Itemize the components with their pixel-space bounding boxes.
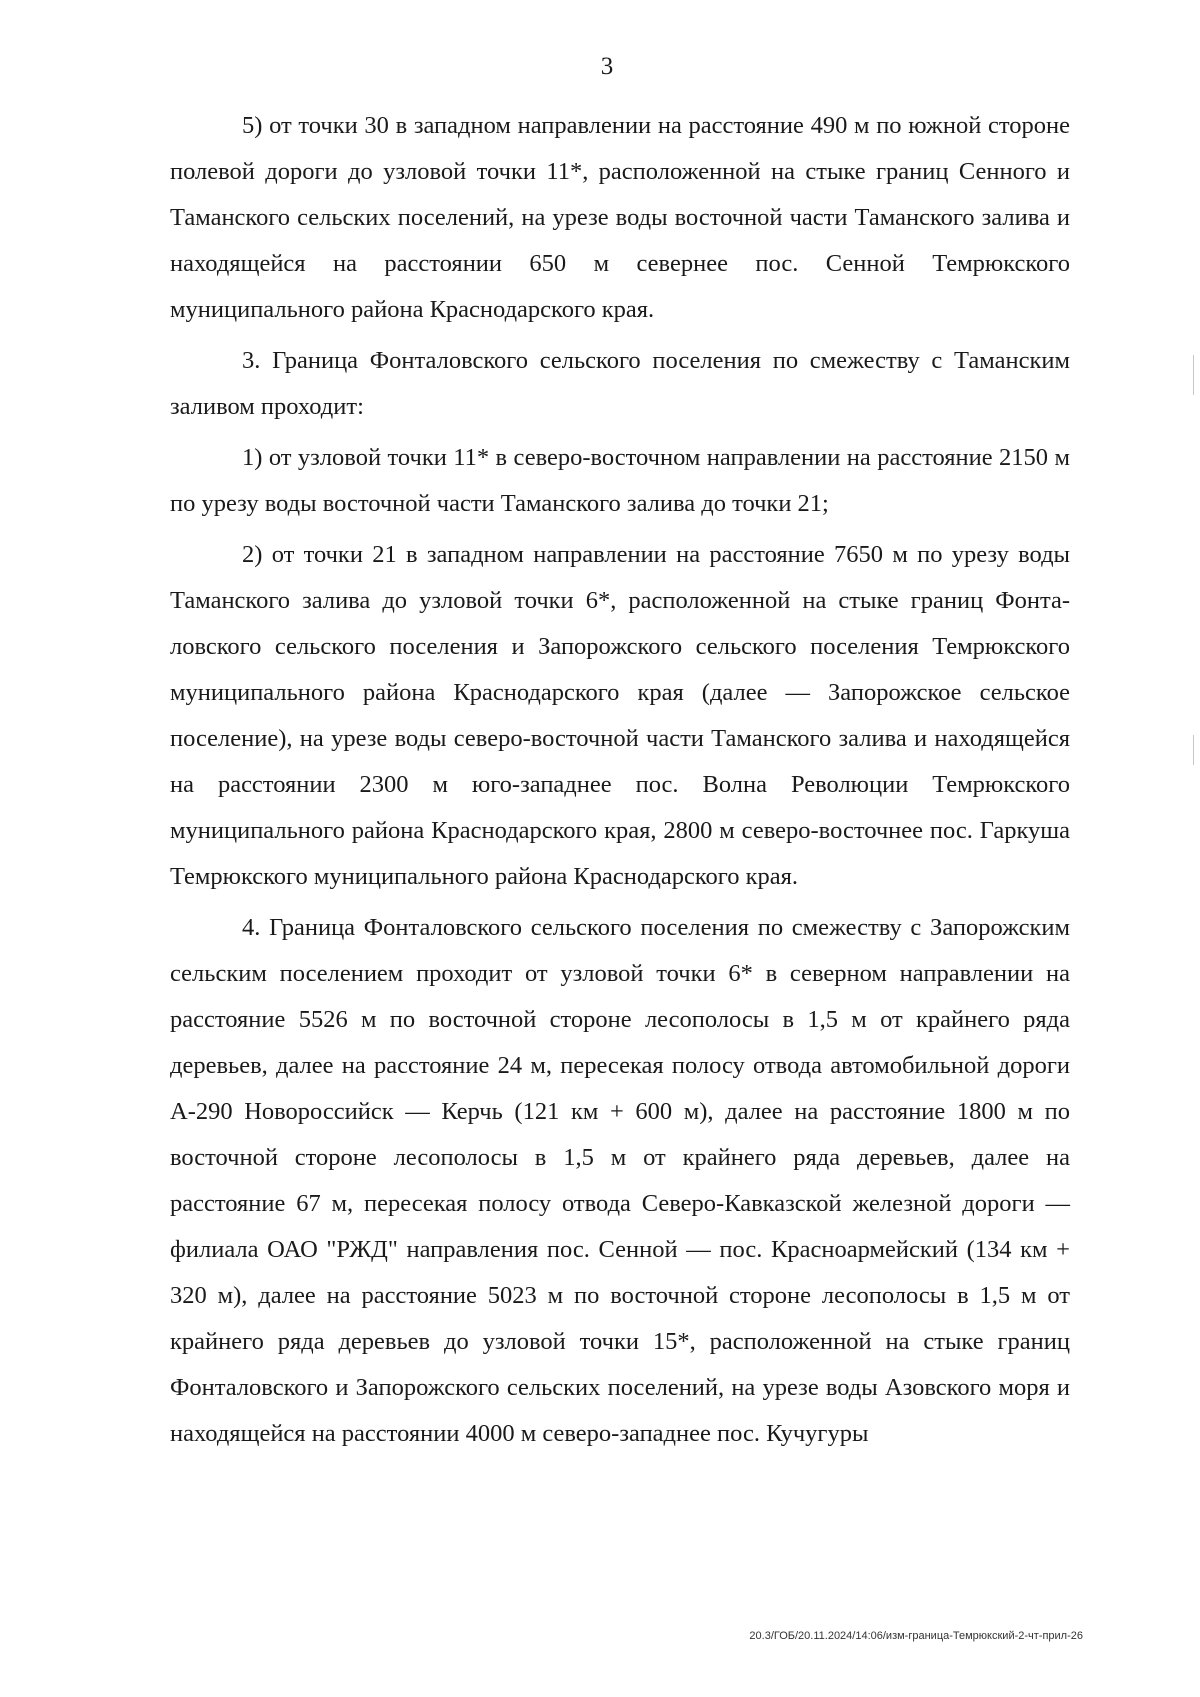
scan-edge-mark-top	[1193, 355, 1194, 395]
page-number: 3	[600, 53, 614, 80]
paragraph-point-5: 5) от точки 30 в западном направлении на расстояние 490 м по южной стороне полевой дороги до узловой точки 11*, расположенной на стыке границ Сенного и Таманского сельских поселений, на урезе воды восточной части Таманского залива и находящейся на расстоянии 650 м севернее пос. Сенной Темрюкского муниципального района Краснодарского края.	[170, 112, 1070, 323]
paragraph-section-3: 3. Граница Фонталовского сельского поселения по смежеству с Таманским заливом проходит:	[170, 347, 1070, 420]
paragraph-section-3-item-2: 2) от точки 21 в западном направлении на расстояние 7650 м по урезу воды Таманского залива до узловой точки 6*, расположенной на стыке границ Фонталовского сельского поселения и Запорожского сельского поселения Темрюкского муниципального района Краснодарского края (далее — Запорожское сельское поселение), на урезе воды северо-восточной части Таманского залива и находящейся на расстоянии 2300 м юго-западнее пос. Волна Революции Темрюкского муниципального района Краснодарского края, 2800 м северо-восточнее пос. Гаркуша Темрюкского муниципального района Краснодарского края.	[170, 541, 1070, 890]
paragraph-section-3-item-1: 1) от узловой точки 11* в северо-восточном направлении на расстояние 2150 м по урезу воды восточной части Таманского залива до точки 21;	[170, 444, 1070, 517]
scan-edge-mark-bottom	[1193, 735, 1194, 765]
paragraph-section-4: 4. Граница Фонталовского сельского поселения по смежеству с Запорожским сельским поселением проходит от узловой точки 6* в северном направлении на расстояние 5526 м по восточной стороне лесополосы в 1,5 м от крайнего ряда деревьев, далее на расстояние 24 м, пересекая полосу отвода автомобильной дороги А-290 Новороссийск — Керчь (121 км + 600 м), далее на расстояние 1800 м по восточной стороне лесополосы в 1,5 м от крайнего ряда деревьев, далее на расстояние 67 м, пересекая полосу отвода Северо-Кавказской железной дороги — филиала ОАО "РЖД" направления пос. Сенной — пос. Красноармейский (134 км + 320 м), далее на расстояние 5023 м по восточной стороне лесополосы в 1,5 м от крайнего ряда деревьев до узловой точки 15*, расположенной на стыке границ Фонталовского и Запорожского сельских поселений, на урезе воды Азовского моря и находящейся на расстоянии 4000 м северо-западнее пос. Кучугуры	[170, 914, 1070, 1447]
document-body	[170, 103, 1070, 1457]
document-stamp: 20.3/ГОБ/20.11.2024/14:06/изм-граница-Темрюкский-2-чт-прил-26	[749, 1630, 1083, 1642]
